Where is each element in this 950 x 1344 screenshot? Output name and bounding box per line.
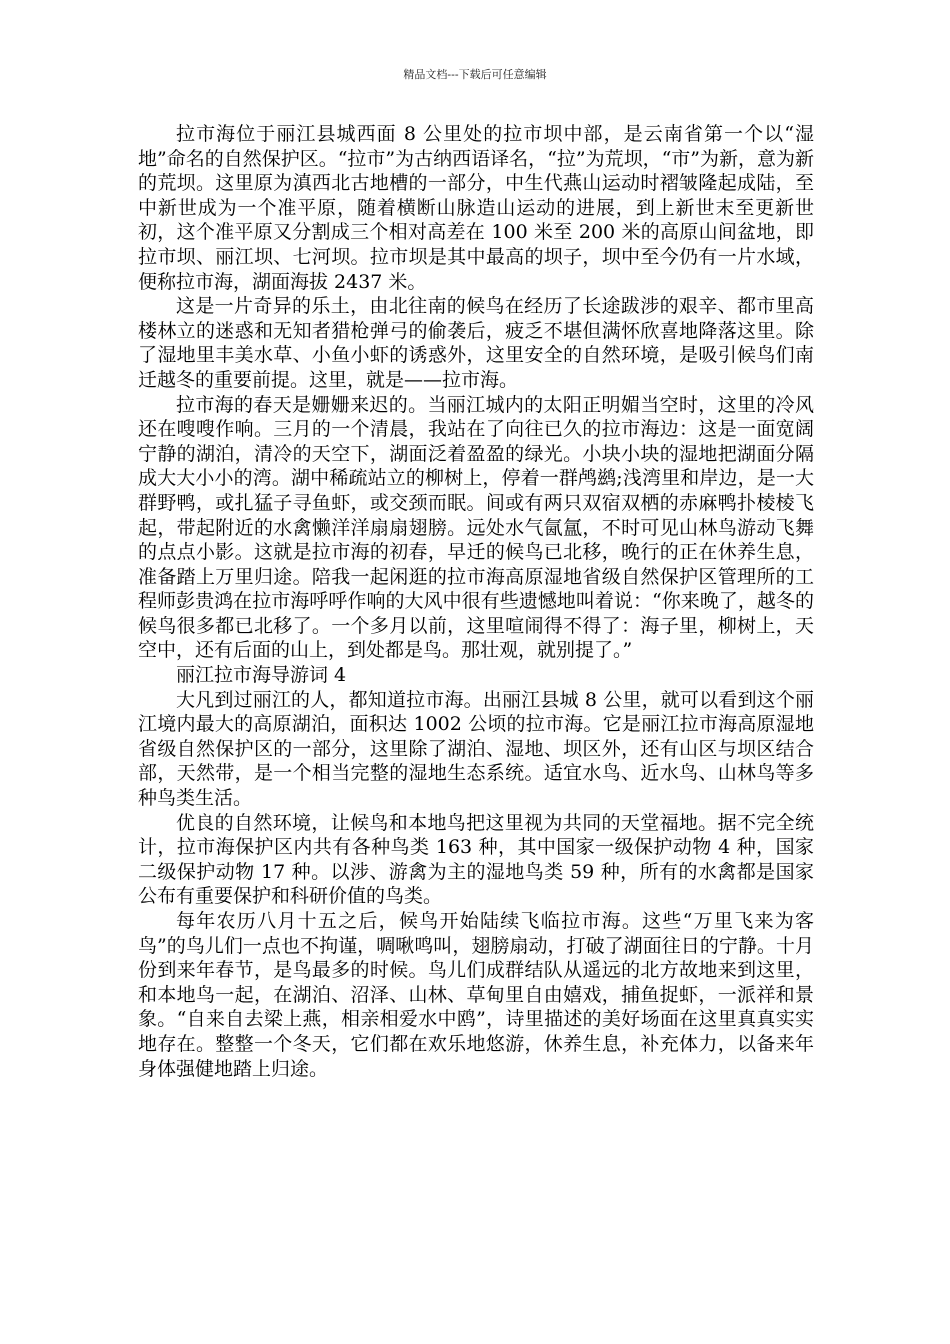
page-header: 精品文档---下载后可任意编辑 <box>403 68 547 81</box>
paragraph-birds-stats: 优良的自然环境，让候鸟和本地鸟把这里视为共同的天堂福地。据不完全统计，拉市海保护区内共有各种鸟类 163 种，其中国家一级保护动物 4 种，国家二级保护动物 17 种。以涉、游禽为主的湿地鸟类 59 种，所有的水禽都是国家公布有重要保护和科研价值的鸟类。 <box>138 811 814 908</box>
paragraph-paradise: 这是一片奇异的乐土，由北往南的候鸟在经历了长途跋涉的艰辛、都市里高楼林立的迷惑和无知者猎枪弹弓的偷袭后，疲乏不堪但满怀欣喜地降落这里。除了湿地里丰美水草、小鱼小虾的诱惑外，这里安全的自然环境，是吸引候鸟们南迁越冬的重要前提。这里，就是——拉市海。 <box>138 295 814 391</box>
paragraph-intro: 拉市海位于丽江县城西面 8 公里处的拉市坝中部，是云南省第一个以“湿地”命名的自然保护区。“拉市”为古纳西语译名，“拉”为荒坝，“市”为新，意为新的荒坝。这里原为滇西北古地槽的一部分，中生代燕山运动时褶皱隆起成陆，至中新世成为一个准平原，随着横断山脉造山运动的进展，到上新世末至更新世初，这个准平原又分割成三个相对高差在 100 米至 200 米的高原山间盆地，即拉市坝、丽江坝、七河坝。拉市坝是其中最高的坝子，坝中至今仍有一片水域，便称拉市海，湖面海拔 2437 米。 <box>138 123 814 293</box>
paragraph-migration: 每年农历八月十五之后，候鸟开始陆续飞临拉市海。这些“万里飞来为客鸟”的鸟儿们一点也不拘谨，啁啾鸣叫，翅膀扇动，打破了湖面往日的宁静。十月份到来年春节，是鸟最多的时候。鸟儿们成群结队从遥远的北方故地来到这里，和本地鸟一起，在湖泊、沼泽、山林、草甸里自由嬉戏，捕鱼捉虾，一派祥和景象。“自来自去梁上燕，相亲相爱水中鸥”，诗里描述的美好场面在这里真真实实地存在。整整一个冬天，它们都在欢乐地悠游，休养生息，补充体力，以备来年身体强健地踏上归途。 <box>138 910 814 1080</box>
paragraph-spring: 拉市海的春天是姗姗来迟的。当丽江城内的太阳正明媚当空时，这里的冷风还在嗖嗖作响。三月的一个清晨，我站在了向往已久的拉市海边：这是一面宽阔宁静的湖泊，清冷的天空下，湖面泛着盈盈的绿光。小块小块的湿地把湖面分隔成大大小小的湾。湖中稀疏站立的柳树上，停着一群鸬鹚;浅湾里和岸边，是一大群野鸭，或扎猛子寻鱼虾，或交颈而眠。间或有两只双宿双栖的赤麻鸭扑棱棱飞起，带起附近的水禽懒洋洋扇扇翅膀。远处水气氤氲，不时可见山林鸟游动飞舞的点点小影。这就是拉市海的初春，早迁的候鸟已北移，晚行的正在休养生息，准备踏上万里归途。陪我一起闲逛的拉市海高原湿地省级自然保护区管理所的工程师彭贵鸿在拉市海呼呼作响的大风中很有些遗憾地叫着说：“你来晚了，越冬的候鸟很多都已北移了。一个多月以前，这里喧闹得不得了：海子里，柳树上，天空中，还有后面的山上，到处都是鸟。那壮观，就别提了。” <box>138 393 814 662</box>
section-title: 丽江拉市海导游词 4 <box>176 664 347 687</box>
paragraph-overview: 大凡到过丽江的人，都知道拉市海。出丽江县城 8 公里，就可以看到这个丽江境内最大的高原湖泊，面积达 1002 公顷的拉市海。它是丽江拉市海高原湿地省级自然保护区的一部分，这里除了湖泊、湿地、坝区外，还有山区与坝区结合部，天然带，是一个相当完整的湿地生态系统。适宜水鸟、近水鸟、山林鸟等多种鸟类生活。 <box>138 688 814 810</box>
document-body <box>138 122 814 1081</box>
